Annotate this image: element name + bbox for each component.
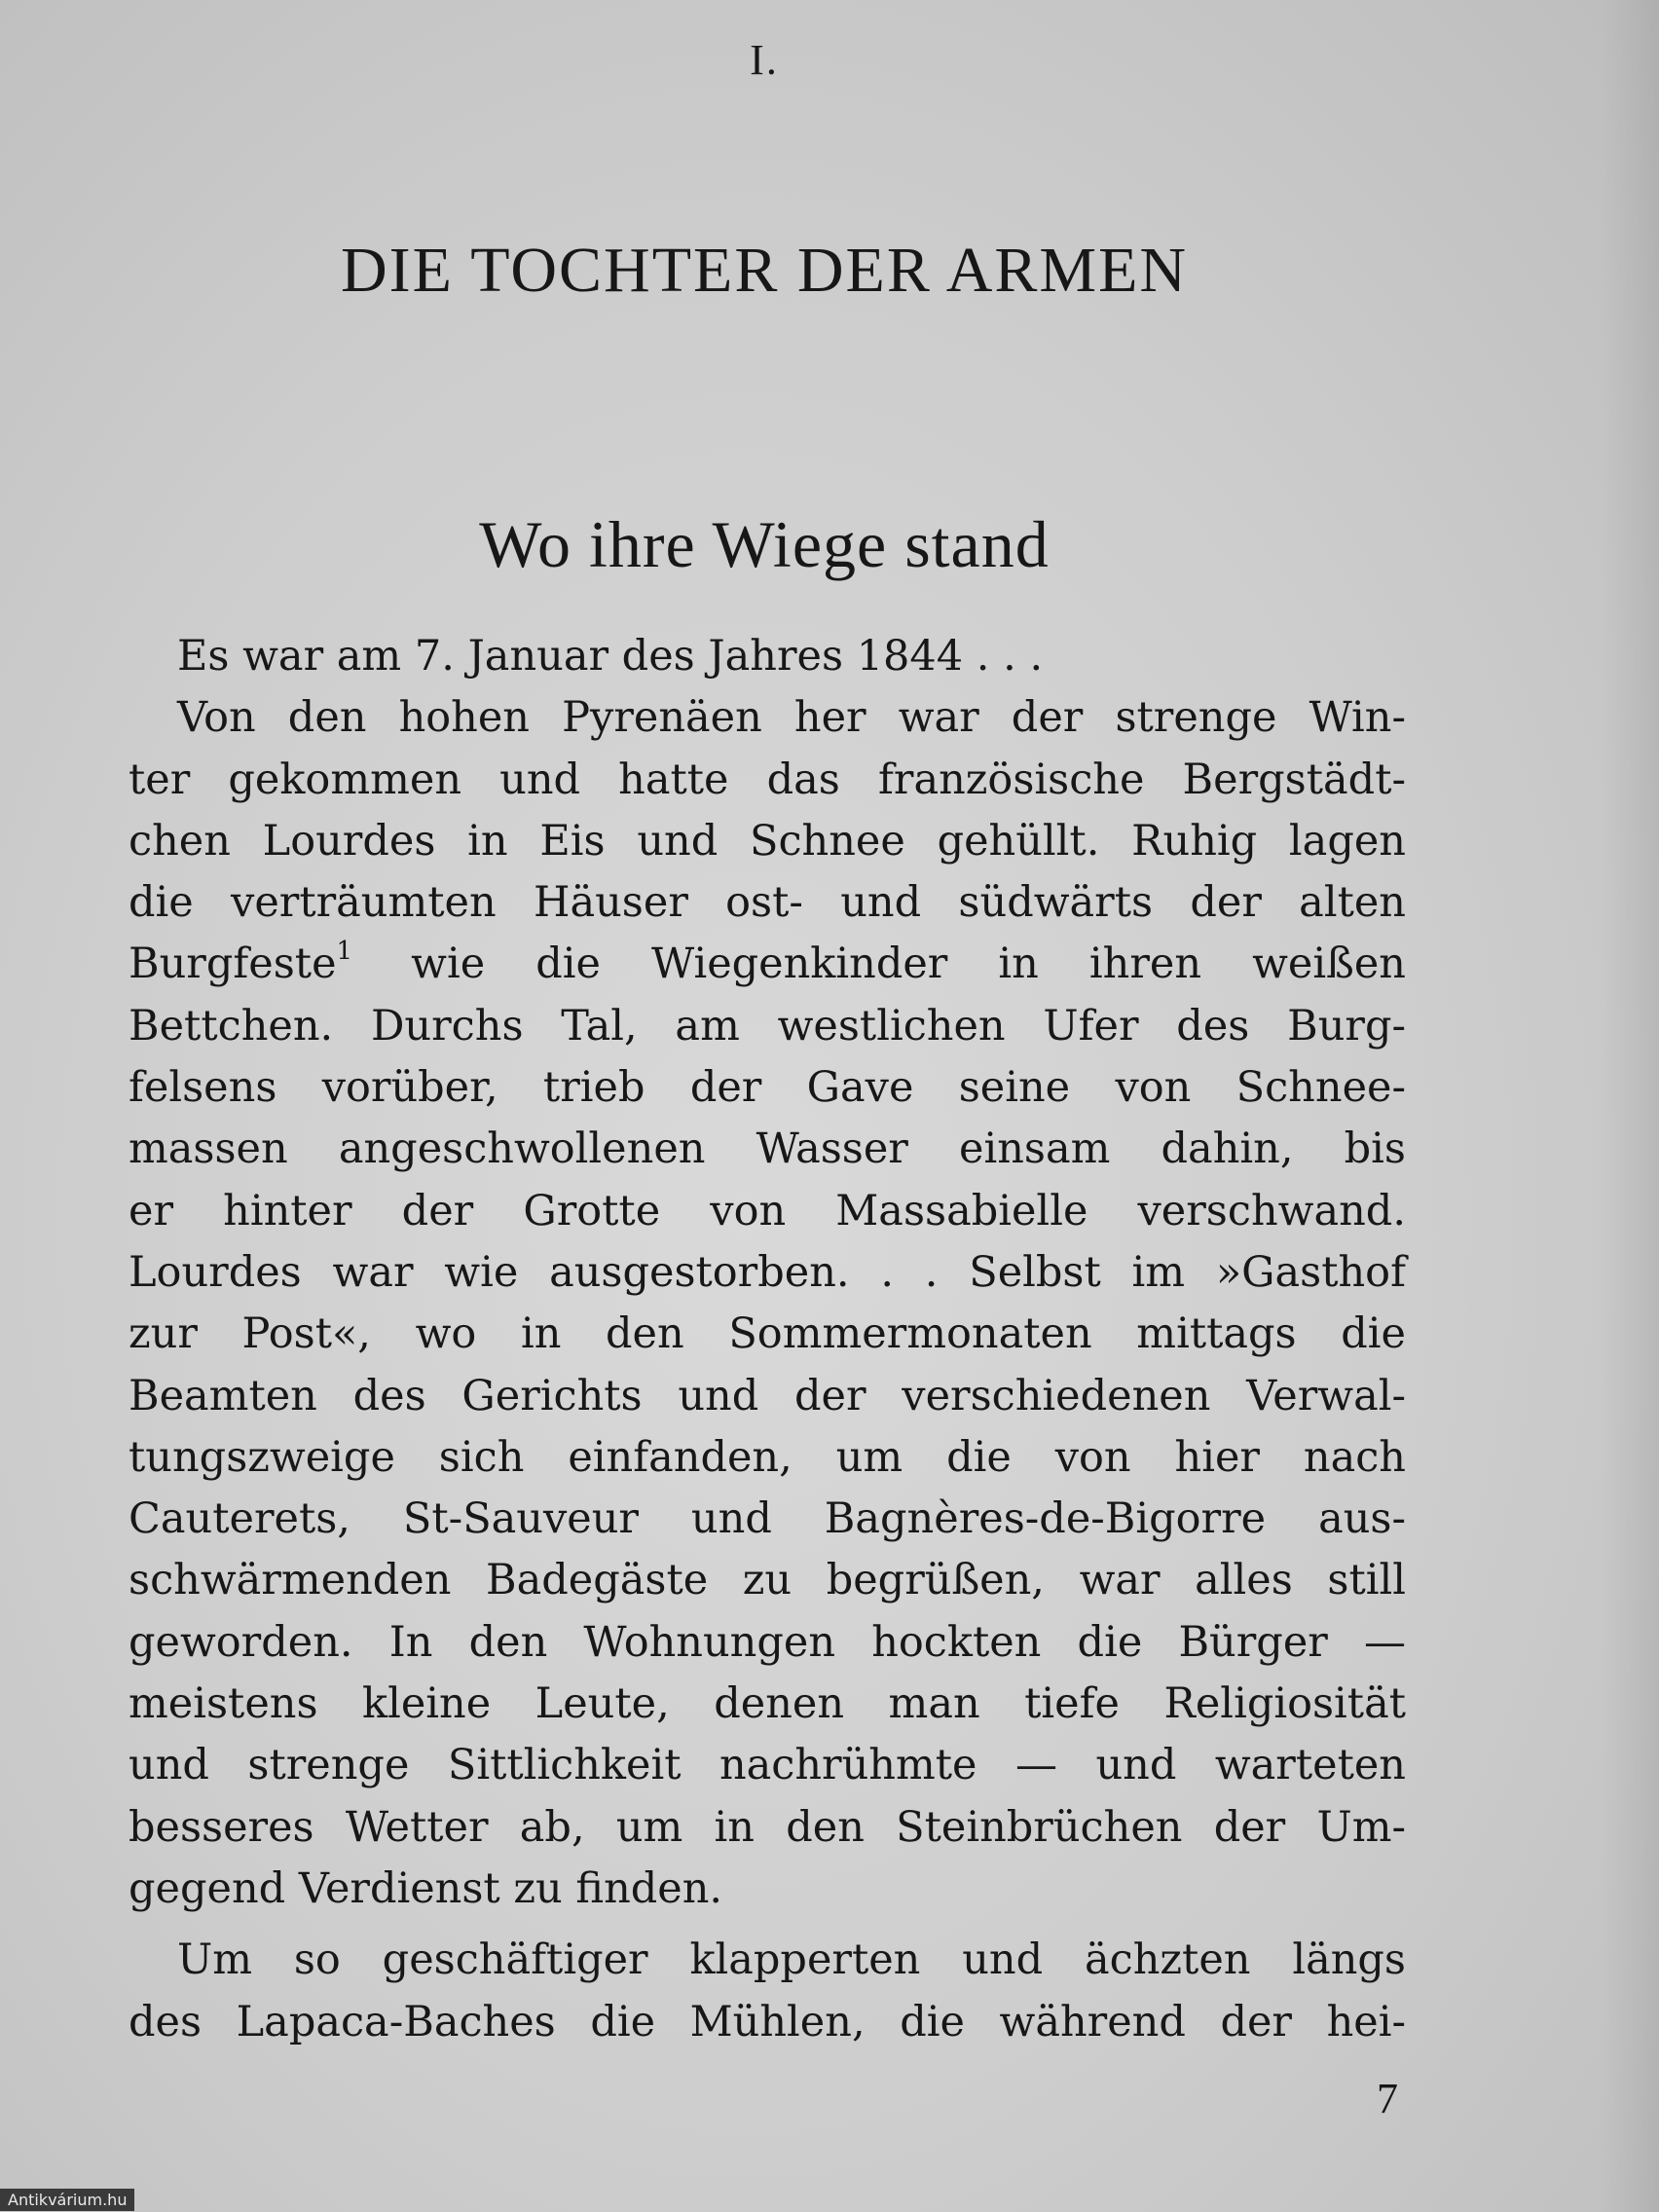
text-line-rest: wie die Wiegenkinder in ihren weißen (360, 940, 1406, 989)
text-line: die verträumten Häuser ost- und südwärts der alten (129, 878, 1406, 928)
text-line: gegend Verdienst zu finden. (129, 1863, 723, 1913)
text-line: zur Post«, wo in den Sommermonaten mittags die (129, 1309, 1406, 1359)
chapter-title: DIE TOCHTER DER ARMEN (340, 235, 1189, 306)
text-line: meistens kleine Leute, denen man tiefe Religiosität (129, 1679, 1406, 1729)
paragraph-gap (129, 1920, 1406, 1930)
text-line: und strenge Sittlichkeit nachrühmte — und warteten (129, 1741, 1406, 1790)
footnote-marker[interactable]: 1 (336, 937, 353, 967)
chapter-number: I. (750, 36, 779, 84)
watermark: Antikvárium.hu (0, 2189, 134, 2211)
page-number: 7 (1377, 2075, 1398, 2122)
text-line: besseres Wetter ab, um in den Steinbrüchen der Um- (129, 1802, 1406, 1852)
text-line: Lourdes war wie ausgestorben. . . Selbst im »Gasthof (129, 1247, 1406, 1297)
text-line: geworden. In den Wohnungen hockten die Bürger — (129, 1617, 1406, 1667)
text-line-with-footnote (129, 934, 1406, 995)
text-line: Es war am 7. Januar des Jahres 1844 . . . (177, 632, 1044, 681)
text-line: felsens vorüber, trieb der Gave seine von Schnee- (129, 1063, 1406, 1113)
section-title: Wo ihre Wiege stand (479, 507, 1050, 581)
text-line: Von den hohen Pyrenäen her war der strenge Win- (177, 693, 1406, 743)
text-line: Beamten des Gerichts und der verschiedenen Verwal- (129, 1371, 1406, 1420)
text-line: des Lapaca-Baches die Mühlen, die während der hei- (129, 1997, 1406, 2046)
body-text (129, 626, 1406, 2053)
footnote-word: Burgfeste (129, 940, 337, 989)
text-line: tungszweige sich einfanden, um die von hier nach (129, 1432, 1406, 1482)
text-line: schwärmenden Badegäste zu begrüßen, war alles still (129, 1556, 1406, 1605)
text-line: ter gekommen und hatte das französische Bergstädt- (129, 755, 1406, 804)
page-edge-shadow (1601, 0, 1659, 2212)
text-line: Bettchen. Durchs Tal, am westlichen Ufer des Burg- (129, 1001, 1406, 1051)
text-line: chen Lourdes in Eis und Schnee gehüllt. Ruhig lagen (129, 816, 1406, 866)
text-line: Um so geschäftiger klapperten und ächzten längs (177, 1936, 1406, 1985)
text-line: er hinter der Grotte von Massabielle verschwand. (129, 1186, 1406, 1235)
text-line: Cauterets, St-Sauveur und Bagnères-de-Bigorre aus- (129, 1494, 1406, 1544)
text-line: massen angeschwollenen Wasser einsam dahin, bis (129, 1124, 1406, 1174)
